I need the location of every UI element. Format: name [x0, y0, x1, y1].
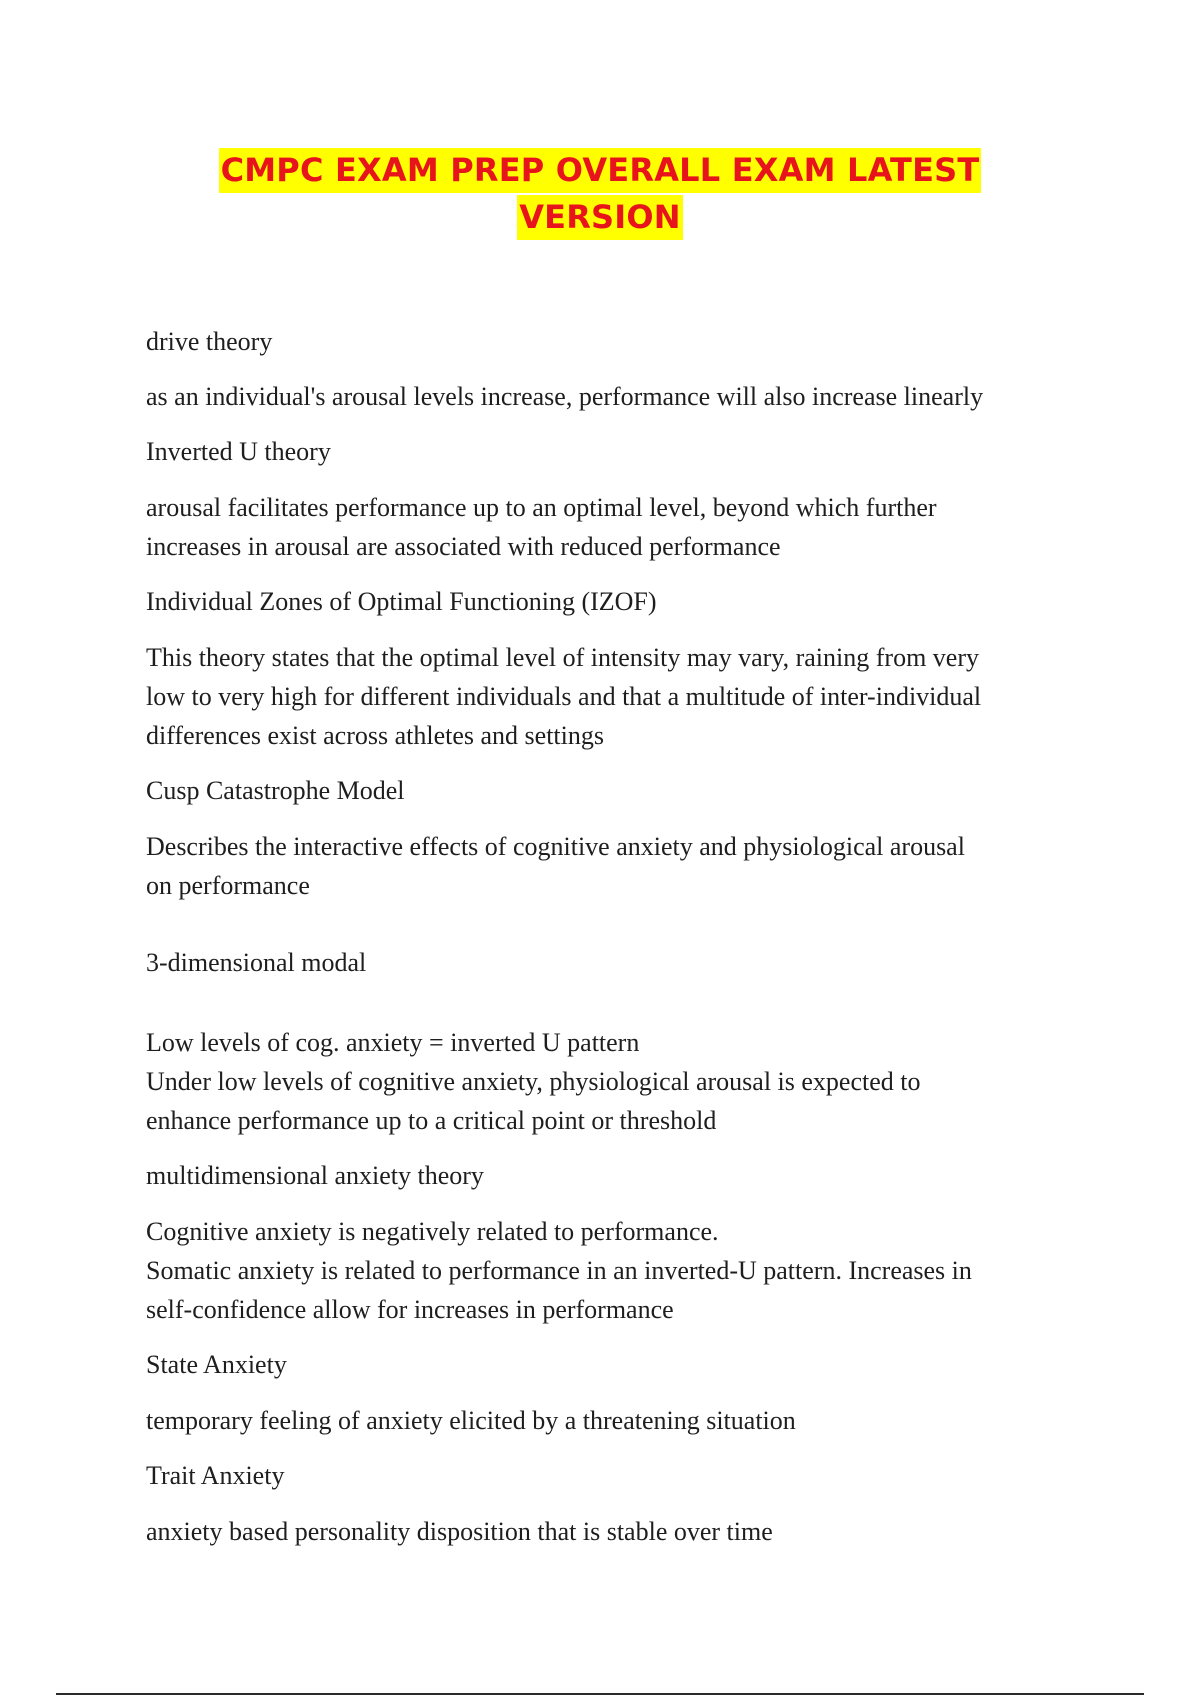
title-line-1: CMPC EXAM PREP OVERALL EXAM LATEST: [219, 148, 982, 193]
definition-line: low to very high for different individuals and that a multitude of inter-individual: [146, 682, 982, 711]
definition-line: on performance: [146, 871, 310, 900]
term-multidimensional-anxiety-theory: multidimensional anxiety theory: [146, 1161, 484, 1190]
definition-line: self-confidence allow for increases in performance: [146, 1295, 674, 1324]
definition-line: Under low levels of cognitive anxiety, physiological arousal is expected to: [146, 1067, 921, 1096]
term-state-anxiety: State Anxiety: [146, 1350, 287, 1379]
definition-line: as an individual's arousal levels increase, performance will also increase linearly: [146, 382, 984, 411]
definition-line: arousal facilitates performance up to an optimal level, beyond which further: [146, 493, 937, 522]
definition-line: anxiety based personality disposition that is stable over time: [146, 1517, 773, 1546]
definition-line: Low levels of cog. anxiety = inverted U pattern: [146, 1028, 640, 1057]
definition-line: increases in arousal are associated with reduced performance: [146, 532, 781, 561]
title-line-2: VERSION: [517, 195, 683, 240]
term-trait-anxiety: Trait Anxiety: [146, 1461, 285, 1490]
term-cusp-catastrophe-model: Cusp Catastrophe Model: [146, 776, 405, 805]
definition-line: This theory states that the optimal level of intensity may vary, raining from very: [146, 643, 979, 672]
term-inverted-u-theory: Inverted U theory: [146, 437, 331, 466]
definition-line: enhance performance up to a critical point or threshold: [146, 1106, 717, 1135]
definition-line: temporary feeling of anxiety elicited by a threatening situation: [146, 1406, 796, 1435]
term-drive-theory: drive theory: [146, 327, 273, 356]
term-izof: Individual Zones of Optimal Functioning (IZOF): [146, 587, 657, 616]
definition-line: Describes the interactive effects of cognitive anxiety and physiological arousal: [146, 832, 965, 861]
footer-divider: [56, 1693, 1144, 1695]
definition-line: Cognitive anxiety is negatively related to performance.: [146, 1217, 719, 1246]
document-title: [0, 148, 1200, 240]
term-3-dimensional-modal: 3-dimensional modal: [146, 948, 367, 977]
definition-line: differences exist across athletes and settings: [146, 721, 604, 750]
definition-line: Somatic anxiety is related to performance in an inverted-U pattern. Increases in: [146, 1256, 972, 1285]
